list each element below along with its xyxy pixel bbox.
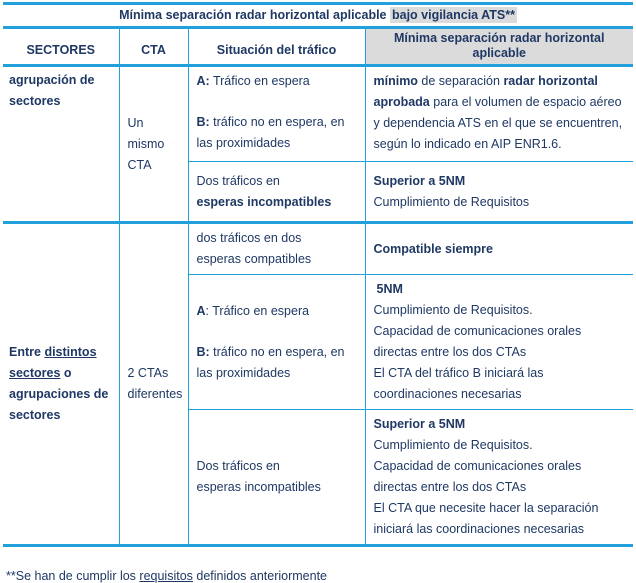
min-line-2: Capacidad de comunicaciones orales directas entre los dos CTAs: [373, 324, 582, 359]
cell-situacion-incompatibles-1: [188, 162, 365, 223]
situacion-line1: Dos tráficos en: [196, 173, 280, 188]
footnote-pre: **Se han de cumplir los: [6, 569, 140, 583]
cell-situacion-espera-ab-2: [188, 275, 365, 410]
traffic-a-text: Tráfico en espera: [209, 74, 310, 88]
traffic-b-label: B:: [196, 115, 210, 129]
min-line-3: El CTA del tráfico B iniciará las coordinaciones necesarias: [373, 366, 544, 401]
table-title-highlighted: bajo vigilancia ATS**: [391, 8, 515, 22]
situacion-line2: esperas incompatibles: [196, 480, 321, 494]
traffic-a-line: [197, 301, 359, 322]
sectores-bold2: o agrupaciones de sectores: [9, 366, 109, 422]
traffic-b-text: tráfico no en espera, en las proximidades: [196, 344, 345, 380]
row-diff-cta-sub1: [3, 223, 633, 275]
cell-minima-aprobada: [365, 66, 633, 162]
cell-cta-un-mismo: Un mismo CTA: [119, 66, 188, 223]
min-text-1: de separación: [417, 74, 504, 88]
column-header-row: [3, 28, 633, 66]
minima-aprobada-text: [374, 71, 628, 155]
situacion-line1: Dos tráficos en: [196, 459, 280, 473]
footnote-post: definidos anteriormente: [192, 569, 328, 583]
situacion-line2: esperas compatibles: [196, 252, 312, 266]
footnote-underlined: requisitos: [139, 569, 193, 583]
min-line-2: Capacidad de comunicaciones orales directas entre los dos CTAs: [373, 459, 582, 494]
min-title-superior: Superior a 5NM: [373, 417, 466, 431]
sectores-underlined: distintos sectores: [9, 345, 97, 380]
footnote: [6, 569, 634, 583]
table-title-row: [3, 4, 633, 28]
column-header-minima: Mínima separación radar horizontal aplicable: [365, 28, 633, 66]
sectores-bold1: Entre: [9, 345, 45, 359]
min-line-1: Cumplimiento de Requisitos.: [373, 303, 533, 317]
min-requisitos: Cumplimiento de Requisitos: [373, 194, 530, 209]
radar-separation-table: [3, 2, 633, 547]
min-title-compatible: Compatible siempre: [373, 241, 493, 256]
cell-sectores-agrupacion: agrupación de sectores: [9, 73, 95, 108]
traffic-b-text: tráfico no en espera, en las proximidades: [196, 115, 345, 150]
column-header-situacion: Situación del tráfico: [188, 28, 365, 66]
table-title-main: Mínima separación radar horizontal aplicable: [119, 8, 390, 22]
column-header-sectores: SECTORES: [3, 28, 119, 66]
cell-situacion-incompatibles-2: [188, 410, 365, 546]
cell-situacion-compatibles: [188, 223, 365, 275]
row-same-cta-sub1: [3, 66, 633, 162]
min-bold-radar: radar horizontal aprobada: [373, 74, 598, 109]
cell-minima-superior-2: [365, 410, 633, 546]
cell-minima-compatible: [365, 223, 633, 275]
min-text-2: para el volumen de espacio aéreo y dependencia ATS en el que se encuentren, según lo indicado en AIP ENR1.6.: [373, 95, 623, 151]
cell-sectores-entre-distintos: [3, 223, 119, 546]
min-bold-minimo: mínimo: [373, 74, 418, 88]
traffic-a-label: A:: [196, 74, 210, 88]
traffic-b-label: B:: [196, 344, 210, 359]
table-title: [3, 4, 633, 28]
cell-minima-5nm: [365, 275, 633, 410]
traffic-b-line: [197, 112, 359, 154]
min-title-5nm: 5NM: [376, 282, 403, 296]
column-header-cta: CTA: [119, 28, 188, 66]
traffic-a-label: A: [196, 303, 206, 318]
situacion-line2: esperas incompatibles: [196, 194, 332, 209]
traffic-a-text: : Tráfico en espera: [205, 303, 310, 318]
traffic-b-line: [197, 342, 359, 384]
min-title-superior: Superior a 5NM: [373, 173, 466, 188]
cell-situacion-espera-ab: [188, 66, 365, 162]
cell-cta-2-diferentes: 2 CTAs diferentes: [119, 223, 188, 546]
situacion-line1: dos tráficos en dos: [196, 231, 302, 245]
min-line-3: El CTA que necesite hacer la separación iniciará las coordinaciones necesarias: [373, 501, 599, 536]
min-line-1: Cumplimiento de Requisitos.: [373, 438, 533, 452]
cell-minima-superior-1: [365, 162, 633, 223]
traffic-a-line: [197, 71, 359, 92]
